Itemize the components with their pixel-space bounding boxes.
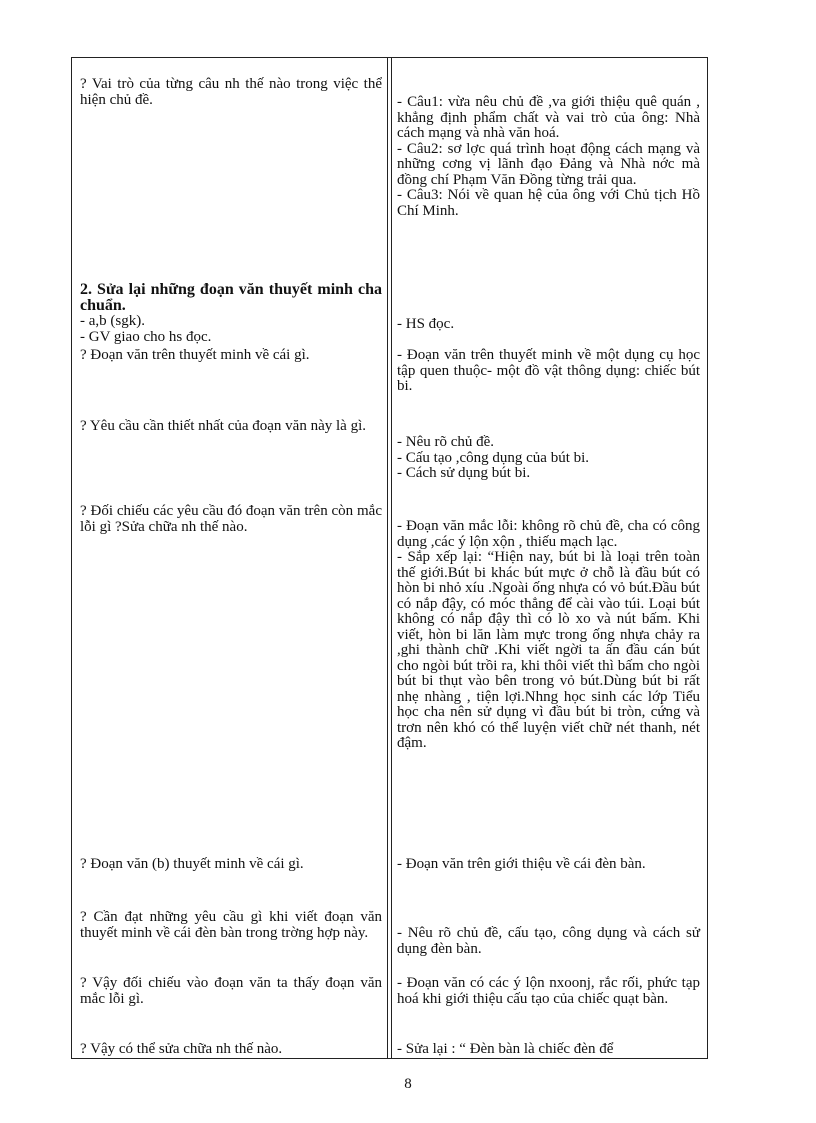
- section-heading: 2. Sửa lại những đoạn văn thuyết minh cha chuẩn.: [80, 281, 382, 314]
- question-text: ? Yêu cầu cần thiết nhất của đoạn văn này là gì.: [80, 418, 366, 434]
- teacher-question: [80, 77, 382, 108]
- answer-text: - Câu1: vừa nêu chủ đề ,va giới thiệu quê quán , khẳng định phẩm chất và vai trò của ông: Nhà cách mạng và nhà văn hoá.: [397, 94, 700, 141]
- student-answer: [397, 435, 700, 482]
- answer-text: - Sửa lại : “ Đèn bàn là chiếc đèn để: [397, 1041, 614, 1057]
- answer-text: - Cấu tạo ,công dụng của bút bi.: [397, 449, 590, 466]
- student-answer: [397, 317, 700, 333]
- question-text: ? Vậy có thể sửa chữa nh thế nào.: [80, 1041, 283, 1057]
- teacher-question: [80, 1042, 382, 1058]
- answer-text: - Đoạn văn trên giới thiệu về cái đèn bàn.: [397, 856, 646, 872]
- lesson-table: [71, 57, 708, 1059]
- teacher-question: [80, 504, 382, 535]
- student-answer: [397, 857, 700, 873]
- student-answer: [397, 1042, 700, 1058]
- answer-text: - Đoạn văn có các ý lộn nxoonj, rắc rối, phức tạp hoá khi giới thiệu cấu tạo của chiếc quạt bàn.: [397, 975, 700, 1007]
- answer-text: - Sắp xếp lại: “Hiện nay, bút bi là loại trên toàn thế giới.Bút bi khác bút mực ở chỗ là đầu bút có hòn bi nhỏ xíu .Ngoài ống nhựa có vỏ bút.Đầu bút có nắp đậy, có móc thẳng để cài vào túi. Loại bút không có nắp đậy thì có lò xo và nút bấm. Khi viết, hòn bi lăn làm mực trong ống nhựa chảy ra ,ghi thành chữ .Khi viết ngời ta ấn đầu cán bút cho ngòi bút trồi ra, khi thôi viết thì bấm cho ngòi bút bi thụt vào bên trong vỏ bút.Dùng bút bi rất nhẹ nhàng , tiện lợi.Nhng học sinh các lớp Tiểu học cha nên sử dụng vì đầu bút bi tròn, cứng và trơn nên khó có thể luyện viết chữ nét thanh, nét đậm.: [397, 549, 700, 751]
- teacher-question: [80, 857, 382, 873]
- column-divider: [387, 58, 388, 1058]
- section-heading-cell: [80, 282, 382, 345]
- question-text: ? Vai trò của từng câu nh thế nào trong việc thể hiện chủ đề.: [80, 76, 382, 108]
- question-text: ? Cần đạt những yêu cầu gì khi viết đoạn văn thuyết minh về cái đèn bàn trong trờng hợp này.: [80, 909, 382, 941]
- student-answer: [397, 348, 700, 395]
- answer-text: - Nêu rõ chủ đề.: [397, 434, 495, 450]
- question-text: ? Đối chiếu các yêu cầu đó đoạn văn trên còn mắc lỗi gì ?Sửa chữa nh thế nào.: [80, 503, 382, 535]
- teacher-question: [80, 976, 382, 1007]
- answer-text: - Đoạn văn mắc lỗi: không rõ chủ đề, cha có công dụng ,các ý lộn xộn , thiếu mạch lạc.: [397, 518, 700, 550]
- answer-text: - Đoạn văn trên thuyết minh về một dụng cụ học tập quen thuộc- một đồ vật thông dụng: chiếc bút bi.: [397, 347, 700, 394]
- student-answer: [397, 976, 700, 1007]
- page-number: 8: [404, 1076, 412, 1092]
- answer-text: - Câu3: Nói về quan hệ của ông với Chủ tịch Hồ Chí Minh.: [397, 187, 700, 219]
- teacher-question: [80, 910, 382, 941]
- teacher-question: [80, 348, 382, 364]
- student-answer: [397, 926, 700, 957]
- question-text: - GV giao cho hs đọc.: [80, 328, 212, 345]
- question-text: - a,b (sgk).: [80, 313, 145, 329]
- answer-text: - HS đọc.: [397, 316, 455, 332]
- student-answer: [397, 95, 700, 219]
- teacher-question: [80, 419, 382, 435]
- student-answer: [397, 519, 700, 752]
- question-text: ? Đoạn văn trên thuyết minh về cái gì.: [80, 347, 310, 363]
- answer-text: - Nêu rõ chủ đề, cấu tạo, công dụng và cách sử dụng đèn bàn.: [397, 925, 700, 957]
- question-text: ? Vậy đối chiếu vào đoạn văn ta thấy đoạn văn mắc lỗi gì.: [80, 975, 382, 1007]
- answer-text: - Câu2: sơ lợc quá trình hoạt động cách mạng và những cơng vị lãnh đạo Đảng và Nhà nớc mà đồng chí Phạm Văn Đồng từng trải qua.: [397, 140, 700, 188]
- column-divider: [391, 58, 392, 1058]
- answer-text: - Cách sử dụng bút bi.: [397, 465, 531, 481]
- question-text: ? Đoạn văn (b) thuyết minh về cái gì.: [80, 856, 304, 872]
